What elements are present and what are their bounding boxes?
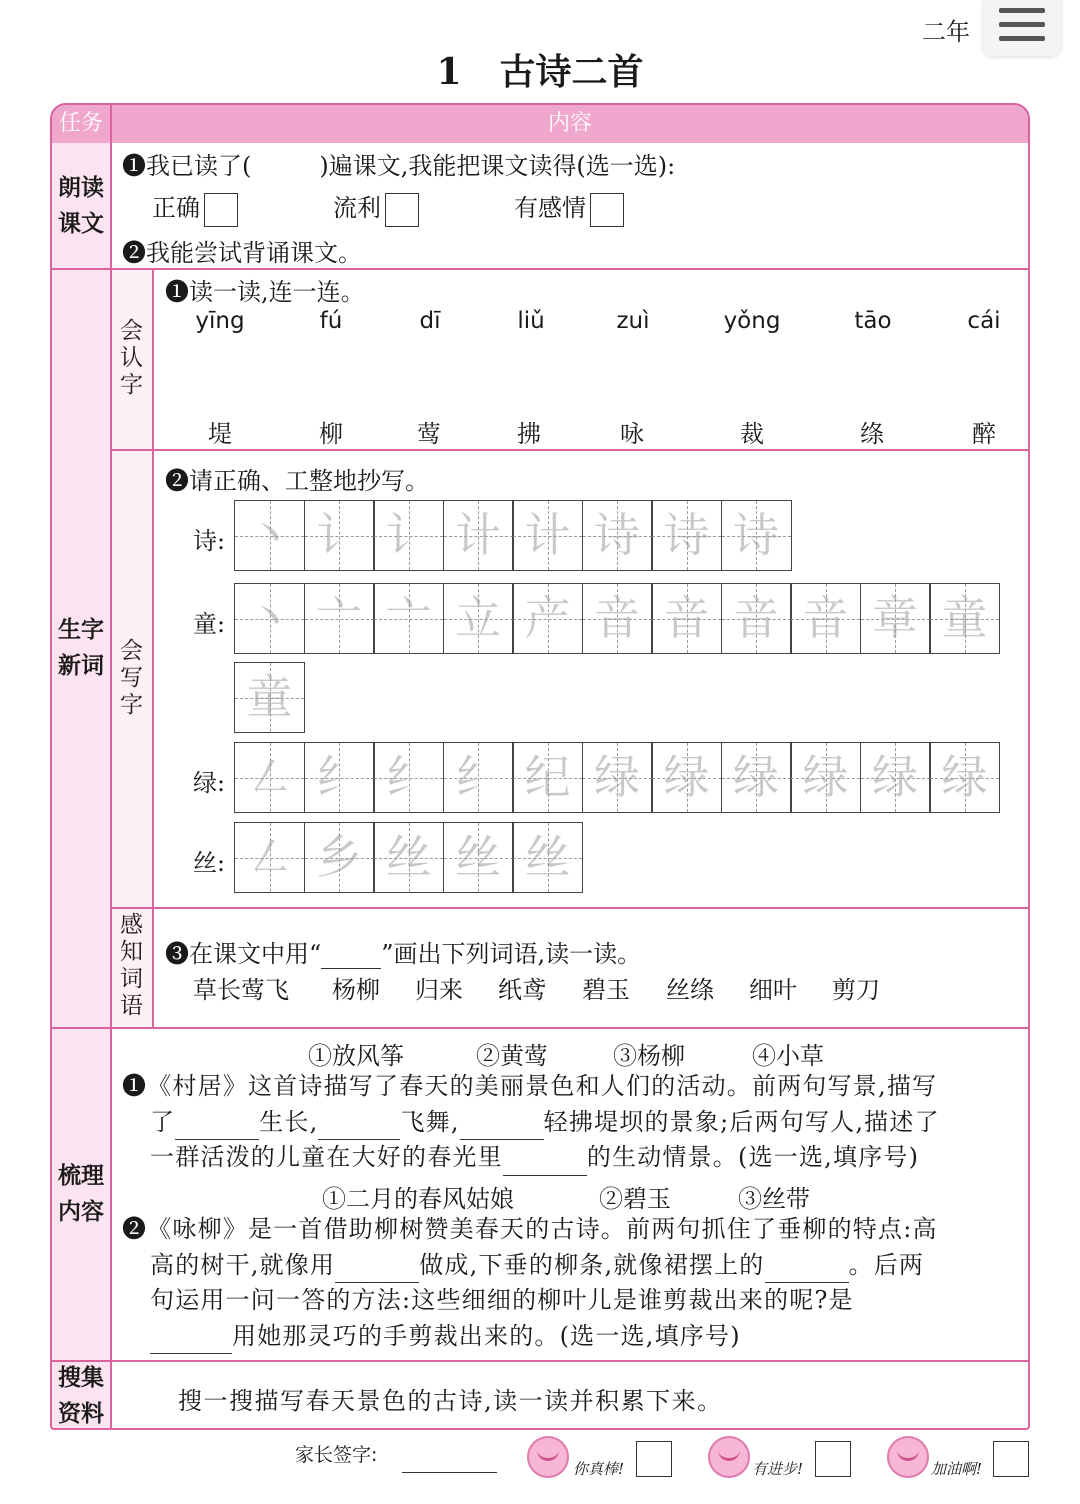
sublabel-char: 词 [120,966,143,992]
lesson-title: 古诗二首 [499,51,644,93]
practice-cell[interactable]: 诗 [582,500,653,571]
practice-cell[interactable]: 绿 [651,742,722,813]
sublabel-char: 字 [120,692,143,718]
practice-cell[interactable]: 丝 [512,822,583,893]
practice-cell[interactable]: ㇜ [234,742,305,813]
option: ②碧玉 [599,1185,671,1213]
stamp-box[interactable] [636,1441,672,1477]
pinyin: liǔ [517,308,545,334]
reading-q1 [122,146,675,181]
smiley-icon [708,1436,750,1478]
practice-grid-row [234,742,999,813]
practice-cell[interactable]: 丝 [443,822,514,893]
paragraph-line [122,1319,990,1355]
practice-cell[interactable]: 音 [582,583,653,654]
practice-cell[interactable]: 纟 [373,742,444,813]
grade-label: 二年 [922,18,970,46]
practice-cell[interactable]: 讠 [373,500,444,571]
smiley-icon [887,1436,929,1478]
hanzi: 裁 [740,420,764,448]
header-content: 内容 [547,111,592,136]
write-char-label: 诗: [193,527,226,555]
sublabel-char: 会 [120,638,143,664]
text: 轻拂堤坝的景象;后两句写人,描述了 [543,1107,940,1136]
text: 了 [150,1107,176,1136]
hanzi: 堤 [208,420,232,448]
practice-cell[interactable]: 纟 [443,742,514,813]
practice-cell[interactable]: 音 [721,583,792,654]
word: 碧玉 [582,976,630,1004]
text: 一群活泼的儿童在大好的春光里 [150,1143,503,1171]
practice-grid-row [234,583,999,654]
practice-cell[interactable]: 丝 [373,822,444,893]
option-label: 有感情 [514,194,586,222]
instruction-suffix: ”画出下列词语,读一读。 [381,940,642,968]
pinyin: cái [967,308,1001,334]
practice-cell[interactable]: 丶 [234,500,305,571]
reading-q2: ❷我能尝试背诵课文。 [122,239,362,267]
instruction-prefix: ❸在课文中用“ [165,940,322,968]
pinyin: dī [419,308,441,334]
word: 丝绦 [666,976,714,1004]
sublabel-char: 语 [120,993,143,1019]
fill-blank[interactable] [150,1353,232,1354]
fill-blank[interactable] [503,1175,587,1176]
practice-cell[interactable]: ㇜ [234,822,305,893]
divider [111,907,1028,909]
label-line: 新词 [58,653,104,679]
paragraph-2 [122,1212,990,1354]
pinyin: yǒng [723,308,781,334]
hanzi: 醉 [972,420,996,448]
option: ①二月的春风姑娘 [322,1185,514,1213]
sublabel-char: 感 [120,912,143,938]
text: 的生动情景。(选一选,填序号) [586,1143,920,1171]
sublabel-char: 会 [120,318,143,344]
divider [52,268,1028,270]
option-emotion [514,188,624,227]
option: ③丝带 [738,1185,810,1213]
write-char-label: 童: [193,610,226,638]
practice-cell[interactable]: 童 [929,583,1000,654]
option-label: 正确 [152,194,200,222]
checkbox[interactable] [204,193,238,227]
cheer-label: 加油啊! [931,1460,983,1478]
practice-cell[interactable]: 章 [860,583,931,654]
divider [52,1027,1028,1029]
text: 高的树干,就像用 [150,1250,336,1279]
pinyin: yīng [195,308,245,334]
label-line: 课文 [58,211,104,237]
option-fluent [333,188,419,227]
practice-cell[interactable]: 音 [651,583,722,654]
q1-prefix: ❶我已读了( [122,152,252,180]
word: 剪刀 [832,976,880,1004]
pinyin: zuì [616,308,650,334]
sublabel-write [111,638,152,719]
text: 飞舞, [400,1107,460,1136]
sublabel-char: 字 [120,372,143,398]
q1-suffix: )遍课文,我能把课文读得(选一选): [319,152,676,180]
practice-cell[interactable]: 纟 [304,742,375,813]
stamp-box[interactable] [993,1441,1029,1477]
word: 草长莺飞 [193,976,289,1004]
underline-sample [321,968,381,969]
cheer-label: 有进步! [752,1460,804,1478]
practice-cell[interactable]: 讠 [304,500,375,571]
text: 。后两 [848,1250,925,1279]
paragraph-line: ❶《村居》这首诗描写了春天的美丽景色和人们的活动。前两句写景,描写 [122,1072,938,1100]
paragraph-line [122,1105,990,1141]
practice-cell[interactable]: 绿 [790,742,861,813]
text: 做成,下垂的柳条,就像裙摆上的 [419,1250,765,1279]
label-line: 搜集 [58,1365,104,1391]
cheer-label: 你真棒! [573,1460,625,1478]
label-line: 资料 [58,1401,104,1427]
hanzi: 绦 [860,420,884,448]
pinyin: tāo [854,308,892,334]
hanzi: 莺 [417,420,441,448]
header-task: 任务 [58,111,103,136]
lesson-title-bar [0,44,1080,95]
sublabel-perceive [111,912,152,1020]
practice-cell[interactable]: 立 [443,583,514,654]
option-label: 流利 [333,194,381,222]
label-reading [52,170,110,242]
label-collect [52,1360,110,1432]
signature-label: 家长签字: [295,1444,378,1466]
option: ①放风筝 [308,1042,404,1070]
practice-cell[interactable]: 绿 [721,742,792,813]
option: ②黄莺 [476,1042,548,1070]
write-char-label: 绿: [193,769,226,797]
practice-cell[interactable]: 乡 [304,822,375,893]
collect-text: 搜一搜描写春天景色的古诗,读一读并积累下来。 [178,1387,723,1415]
paragraph-line: ❷《咏柳》是一首借助柳树赞美春天的古诗。前两句抓住了垂柳的特点:高 [122,1215,938,1243]
sublabel-char: 知 [120,939,143,965]
practice-cell[interactable]: 诗 [721,500,792,571]
divider [111,449,1028,451]
divider [152,269,154,1027]
practice-cell[interactable]: 童 [234,662,305,733]
paragraph-line [122,1140,990,1176]
write-char-label: 丝: [193,849,226,877]
word: 杨柳 [332,976,380,1004]
practice-cell[interactable]: 产 [512,583,583,654]
option: ④小草 [752,1042,824,1070]
practice-cell[interactable]: 计 [512,500,583,571]
hanzi: 咏 [620,420,644,448]
sublabel-recognize [111,318,152,399]
sublabel-char: 写 [120,665,143,691]
practice-cell[interactable]: 亠 [304,583,375,654]
word: 纸鸢 [498,976,546,1004]
practice-cell[interactable]: 诗 [651,500,722,571]
practice-cell[interactable]: 计 [443,500,514,571]
paragraph-1 [122,1069,990,1176]
lesson-number: 1 [436,51,462,93]
practice-cell[interactable]: 绿 [860,742,931,813]
word: 归来 [415,976,463,1004]
divider [52,1360,1028,1362]
text: 用她那灵巧的手剪裁出来的。(选一选,填序号) [232,1321,741,1350]
paragraph-line [122,1248,990,1284]
practice-cell[interactable]: 亠 [373,583,444,654]
label-line: 内容 [58,1199,104,1225]
label-line: 梳理 [58,1163,104,1189]
checkbox[interactable] [590,193,624,227]
label-words [52,612,110,684]
word: 细叶 [749,976,797,1004]
text: 生长, [259,1107,319,1136]
paragraph-line: 句运用一问一答的方法:这些细细的柳叶儿是谁剪裁出来的呢?是 [150,1286,854,1314]
pinyin: fú [319,308,343,334]
practice-cell[interactable]: 丶 [234,583,305,654]
stamp-box[interactable] [815,1441,851,1477]
perceive-instruction [165,934,641,969]
option: ③杨柳 [613,1042,685,1070]
write-instruction: ❷请正确、工整地抄写。 [165,467,429,495]
smiley-icon [527,1436,569,1478]
recognize-instruction: ❶读一读,连一连。 [165,278,365,306]
hanzi: 柳 [319,420,343,448]
checkbox[interactable] [385,193,419,227]
practice-cell[interactable]: 纪 [512,742,583,813]
label-line: 朗读 [58,175,104,201]
practice-cell[interactable]: 绿 [582,742,653,813]
option-correct [152,188,238,227]
practice-grid-row [234,662,304,733]
practice-grid-row [234,500,790,571]
hanzi: 拂 [517,420,541,448]
sublabel-char: 认 [120,345,143,371]
signature-field[interactable] [402,1472,497,1473]
label-line: 生字 [58,617,104,643]
label-sort [52,1158,110,1230]
practice-cell[interactable]: 绿 [929,742,1000,813]
practice-grid-row [234,822,582,893]
practice-cell[interactable]: 音 [790,583,861,654]
